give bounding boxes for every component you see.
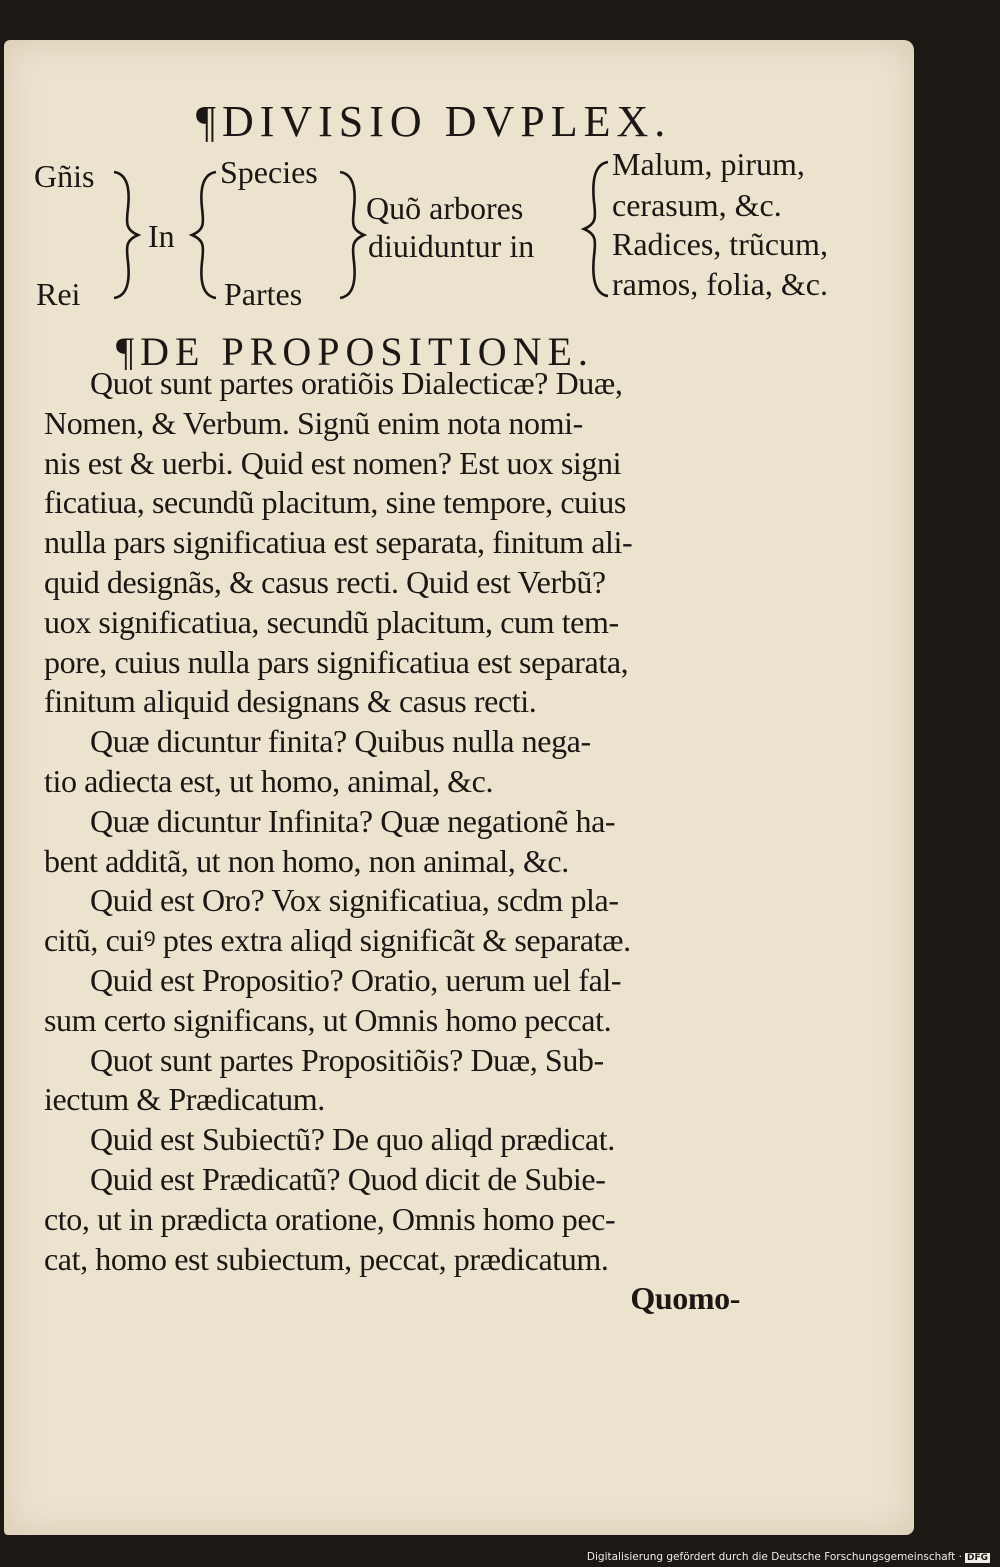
text-line: nis est & uerbi. Quid est nomen? Est uox signi: [44, 444, 622, 481]
text-line: Quot sunt partes oratiõis Dialecticæ? Duæ,: [90, 365, 623, 401]
text-line: cat, homo est subiectum, peccat, prædicatum.: [44, 1240, 609, 1277]
text-line: finitum aliquid designans & casus recti.: [44, 683, 537, 720]
text-line: Quid est Propositio? Oratio, uerum uel fal-: [90, 961, 622, 998]
page-heading-text: DIVISIO DVPLEX.: [221, 97, 672, 146]
division-partes-label: Partes: [224, 276, 303, 312]
text-line: sum certo significans, ut Omnis homo peccat.: [44, 1001, 612, 1038]
division-example-line-2: cerasum, &c.: [612, 187, 782, 223]
division-genus-label: Gñis: [34, 158, 95, 194]
division-relation-line-1: Quõ arbores: [366, 190, 524, 226]
text-line: cto, ut in prædicta oratione, Omnis homo pec-: [44, 1200, 616, 1237]
text-line: tio adiecta est, ut homo, animal, &c.: [44, 762, 494, 799]
text-line: Quot sunt partes Propositiõis? Duæ, Sub-: [90, 1041, 604, 1078]
division-species-label: Species: [220, 154, 318, 190]
text-line: Quid est Prædicatũ? Quod dicit de Subie-: [90, 1160, 606, 1197]
brace-right-1: [110, 168, 144, 302]
text-line: Quæ dicuntur Infinita? Quæ negationẽ ha-: [90, 802, 616, 839]
text-line: nulla pars significatiua est separata, finitum ali-: [44, 524, 633, 561]
text-line: Quid est Subiectũ? De quo aliqd prædicat.: [90, 1121, 615, 1158]
text-line: quid designãs, & casus recti. Quid est Verbũ?: [44, 563, 606, 600]
body-text: [44, 364, 744, 1319]
dfg-logo: DFG: [966, 1553, 988, 1563]
brace-left-1: [186, 168, 220, 302]
text-line: Quæ dicuntur finita? Quibus nulla nega-: [90, 723, 591, 760]
text-line: Quid est Oro? Vox significatiua, scdm pla-: [90, 882, 619, 919]
text-line: Nomen, & Verbum. Signũ enim nota nomi-: [44, 404, 583, 441]
division-connector: In: [148, 218, 175, 254]
division-relation-line-2: diuiduntur in: [368, 228, 535, 264]
section-heading-text: DE PROPOSITIONE.: [140, 329, 594, 374]
text-line: uox significatiua, secundũ placitum, cum tem-: [44, 603, 619, 640]
brace-left-2: [578, 158, 612, 300]
catchword: Quomo-: [630, 1280, 740, 1317]
text-line: bent additã, ut non homo, non animal, &c.: [44, 842, 569, 879]
pilcrow-mark: ¶: [196, 97, 216, 146]
pilcrow-mark: ¶: [116, 329, 135, 374]
division-example-line-3: Radices, trũcum,: [612, 226, 828, 262]
text-line: iectum & Prædicatum.: [44, 1081, 325, 1118]
digitization-credit: [587, 1551, 990, 1563]
division-example-line-4: ramos, folia, &c.: [612, 266, 828, 302]
text-line: ficatiua, secundũ placitum, sine tempore, cuius: [44, 484, 626, 521]
division-rei-label: Rei: [36, 276, 81, 312]
text-line: pore, cuius nulla pars significatiua est separata,: [44, 643, 629, 680]
brace-right-2: [336, 168, 370, 302]
text-line: citũ, cuiꝰ ptes extra aliqd significãt & separatæ.: [44, 922, 631, 959]
page-heading: [196, 96, 671, 147]
credit-text: Digitalisierung gefördert durch die Deutsche Forschungsgemeinschaft ·: [586, 1551, 962, 1563]
division-example-line-1: Malum, pirum,: [612, 146, 805, 182]
